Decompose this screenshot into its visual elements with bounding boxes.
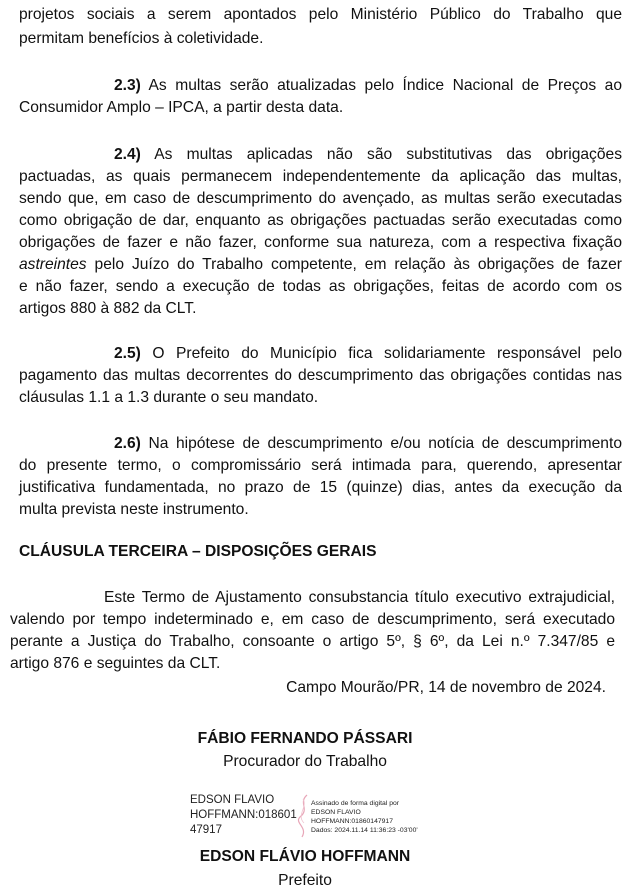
digital-signature-name-line-2: HOFFMANN:018601 <box>190 809 297 821</box>
clause-3-line-2: valendo por tempo indeterminado e, em caso de descumprimento, será executado <box>10 611 615 628</box>
signatory-2-title: Prefeito <box>278 872 332 889</box>
signatory-1-name: FÁBIO FERNANDO PÁSSARI <box>197 730 413 747</box>
clause-2-4-line-4: como obrigação de dar, enquanto as obrigações pactuadas serão executadas como <box>19 212 622 229</box>
clause-2-5-line-3: cláusulas 1.1 a 1.3 durante o seu mandato. <box>19 389 319 406</box>
clause-3-line-3: perante a Justiça do Trabalho, consoante o artigo 5º, § 6º, da Lei n.º 7.347/85 e <box>10 633 615 650</box>
clause-2-6-first-line <box>114 433 622 455</box>
clause-2-4-text: As multas aplicadas não são substitutivas das obrigações <box>154 146 622 163</box>
clause-2-4-line-7: e não fazer, sendo a execução de todas as obrigações, feitas de acordo com os <box>19 278 622 295</box>
clause-2-6-number: 2.6) <box>114 435 141 452</box>
signatory-2-name: EDSON FLÁVIO HOFFMANN <box>199 848 411 865</box>
clause-2-4-line-6-text: pelo Juízo do Trabalho competente, em relação às obrigações de fazer <box>86 256 622 273</box>
clause-2-6-text: Na hipótese de descumprimento e/ou notícia de descumprimento <box>148 435 622 452</box>
intro-line-1: projetos sociais a serem apontados pelo Ministério Público do Trabalho que <box>19 6 622 23</box>
clause-2-4-first-line <box>114 144 622 166</box>
clause-2-4-line-5: obrigações de fazer e não fazer, conforme sua natureza, com a respectiva fixação <box>19 234 622 251</box>
clause-2-5-text: O Prefeito do Município fica solidariamente responsável pelo <box>152 345 622 362</box>
digital-signature-detail-line-4: Dados: 2024.11.14 11:36:23 -03'00' <box>311 827 418 834</box>
signatory-1-title: Procurador do Trabalho <box>223 753 387 770</box>
digital-signature-block <box>190 793 440 843</box>
digital-signature-name-line-3: 47917 <box>190 824 222 836</box>
clause-2-5-line-2: pagamento das multas decorrentes do descumprimento das obrigações contidas nas <box>19 367 622 384</box>
clause-2-4-number: 2.4) <box>114 146 141 163</box>
date-location-line: Campo Mourão/PR, 14 de novembro de 2024. <box>286 679 606 696</box>
clause-2-6-line-2: do presente termo, o compromissário será intimada para, querendo, apresentar <box>19 457 622 474</box>
clause-2-4-line-8: artigos 880 à 882 da CLT. <box>19 300 197 317</box>
clause-3-line-1: Este Termo de Ajustamento consubstancia título executivo extrajudicial, <box>104 589 615 606</box>
clause-2-5-number: 2.5) <box>114 345 141 362</box>
clause-2-4-line-6 <box>19 254 622 276</box>
clause-2-3-line-2: Consumidor Amplo – IPCA, a partir desta data. <box>19 99 344 116</box>
clause-2-6-line-4: multa prevista neste instrumento. <box>19 501 249 518</box>
clause-2-5-first-line <box>114 343 622 365</box>
digital-signature-name-line-1: EDSON FLAVIO <box>190 794 275 806</box>
clause-2-3-text: As multas serão atualizadas pelo Índice Nacional de Preços ao <box>148 77 622 94</box>
digital-signature-detail-line-1: Assinado de forma digital por <box>311 800 400 807</box>
clause-2-6-line-3: justificativa fundamentada, no prazo de 15 (quinze) dias, antes da execução da <box>19 479 622 496</box>
clause-2-4-line-2: pactuadas, as quais permanecem independentemente da aplicação das multas, <box>19 168 622 185</box>
section-heading-clausula-terceira: CLÁUSULA TERCEIRA – DISPOSIÇÕES GERAIS <box>19 543 377 560</box>
clause-2-3-first-line <box>114 75 622 97</box>
clause-2-4-line-3: sendo que, em caso de descumprimento do avençado, as multas serão executadas <box>19 190 622 207</box>
clause-2-3-number: 2.3) <box>114 77 141 94</box>
digital-signature-name <box>190 793 297 838</box>
digital-signature-details <box>311 799 418 835</box>
digital-signature-detail-line-2: EDSON FLAVIO <box>311 809 361 816</box>
digital-signature-detail-line-3: HOFFMANN:01860147917 <box>311 818 393 825</box>
intro-line-2: permitam benefícios à coletividade. <box>19 30 264 47</box>
astreintes-term: astreintes <box>19 256 87 273</box>
clause-3-line-4: artigo 876 e seguintes da CLT. <box>10 655 221 672</box>
